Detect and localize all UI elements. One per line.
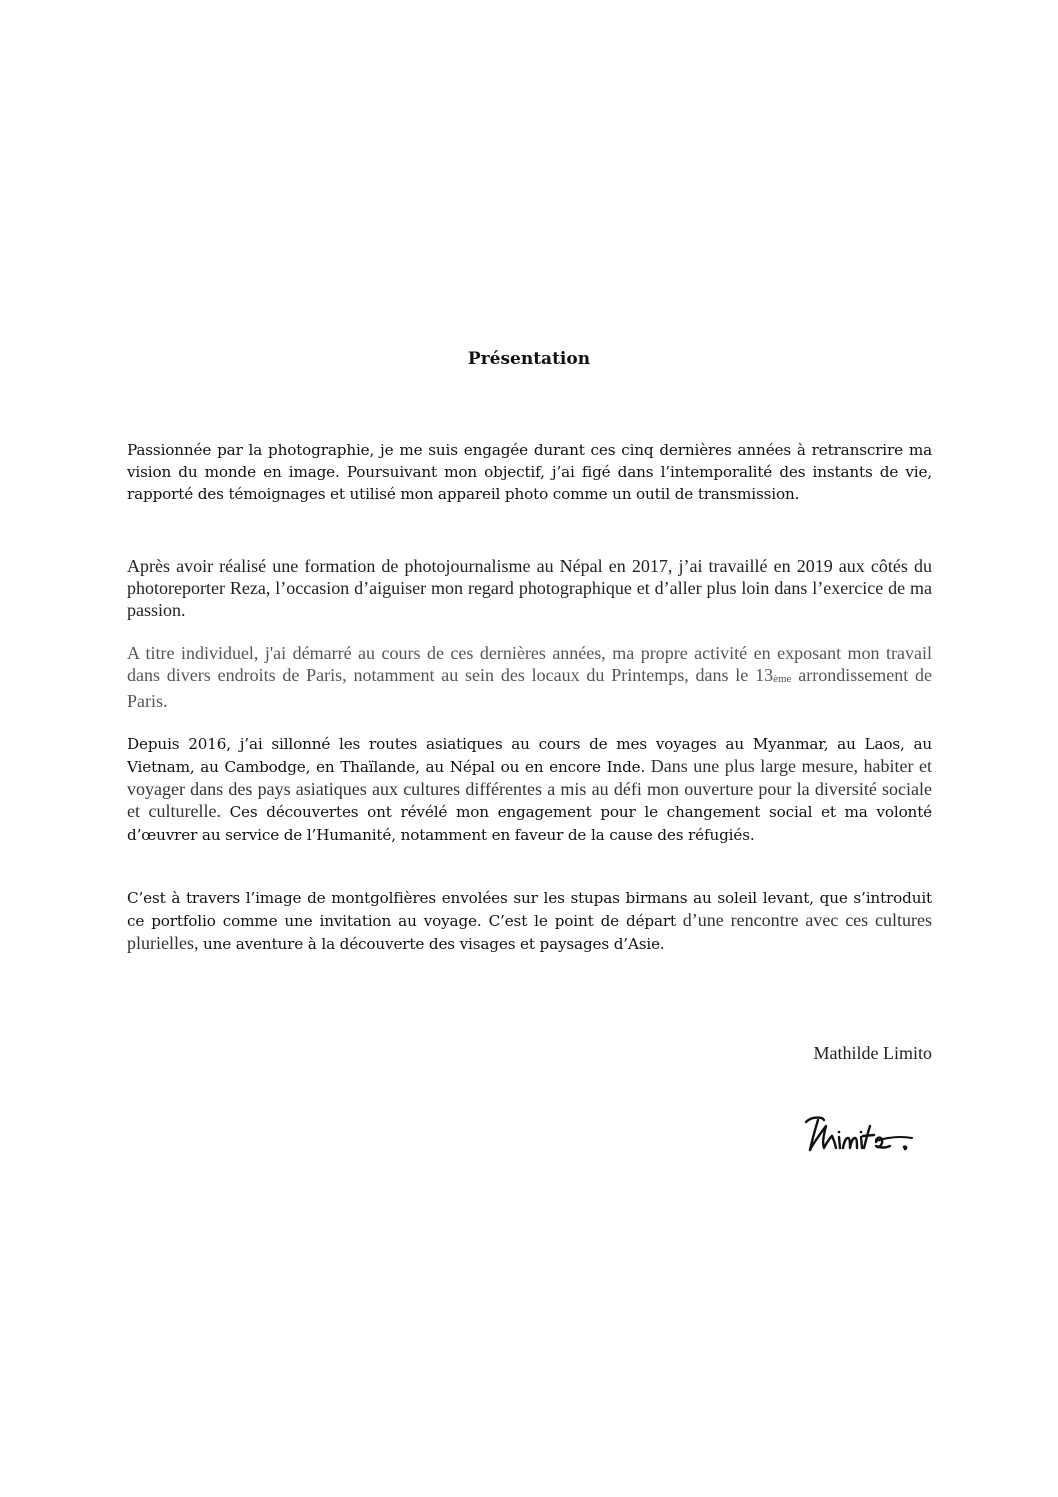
travels-text-part-2: Dans une plus large mesure, habiter et voyager dans des pays asiatiques aux cultures différentes a mis au défi mon ouverture pour la diversité sociale et culturelle. <box>127 756 932 821</box>
paragraph-intro: Passionnée par la photographie, je me suis engagée durant ces cinq dernières années à retranscrire ma vision du monde en image. Poursuivant mon objectif, j’ai figé dans l’intemporalité des instants de vie, rapporté des témoignages et utilisé mon appareil photo comme un outil de transmission. <box>127 441 932 503</box>
author-name: Mathilde Limito <box>813 1043 932 1063</box>
paragraph-training: Après avoir réalisé une formation de photojournalisme au Népal en 2017, j’ai travaillé en 2019 aux côtés du photoreporter Reza, l’occasion d’aiguiser mon regard photographique et d’aller plus loin dans l’exercice de ma passion. <box>127 556 932 620</box>
portfolio-text-part-1: C’est à travers l’image de montgolfières envolées sur les stupas birmans au soleil levant, que s’introduit ce portfolio comme une invitation au voyage. C’est le point de départ <box>127 889 932 930</box>
paragraph-portfolio <box>127 887 932 955</box>
travels-text-part-3: Ces découvertes ont révélé mon engagement pour le changement social et ma volonté d’œuvrer au service de l’Humanité, notamment en faveur de la cause des réfugiés. <box>127 803 932 844</box>
paragraph-exhibitions <box>127 642 932 712</box>
paragraph-exhibitions-end: arrondissement de Paris. <box>127 665 932 711</box>
paragraph-travels <box>127 732 932 846</box>
page-title: Présentation <box>467 349 591 369</box>
paragraph-exhibitions-text: A titre individuel, j'ai démarré au cours de ces dernières années, ma propre activité en exposant mon travail dans divers endroits de Paris, notamment au sein des locaux du Printemps, dans le 13 <box>127 643 932 685</box>
ordinal-suffix: ème <box>773 673 792 685</box>
portfolio-text-part-3: une aventure à la découverte des visages et paysages d’Asie <box>202 935 660 953</box>
travels-text-part-1: Depuis 2016, j’ai sillonné les routes asiatiques au cours de mes voyages au Myanmar, au Laos, au Vietnam, au Cambodge, en Thaïlande, au Népal ou en encore Inde. <box>127 735 932 776</box>
portfolio-text-part-4: . <box>659 933 665 953</box>
portfolio-text-part-2: d’une rencontre avec ces cultures plurielles, <box>127 910 932 953</box>
signature-image <box>800 1108 915 1158</box>
